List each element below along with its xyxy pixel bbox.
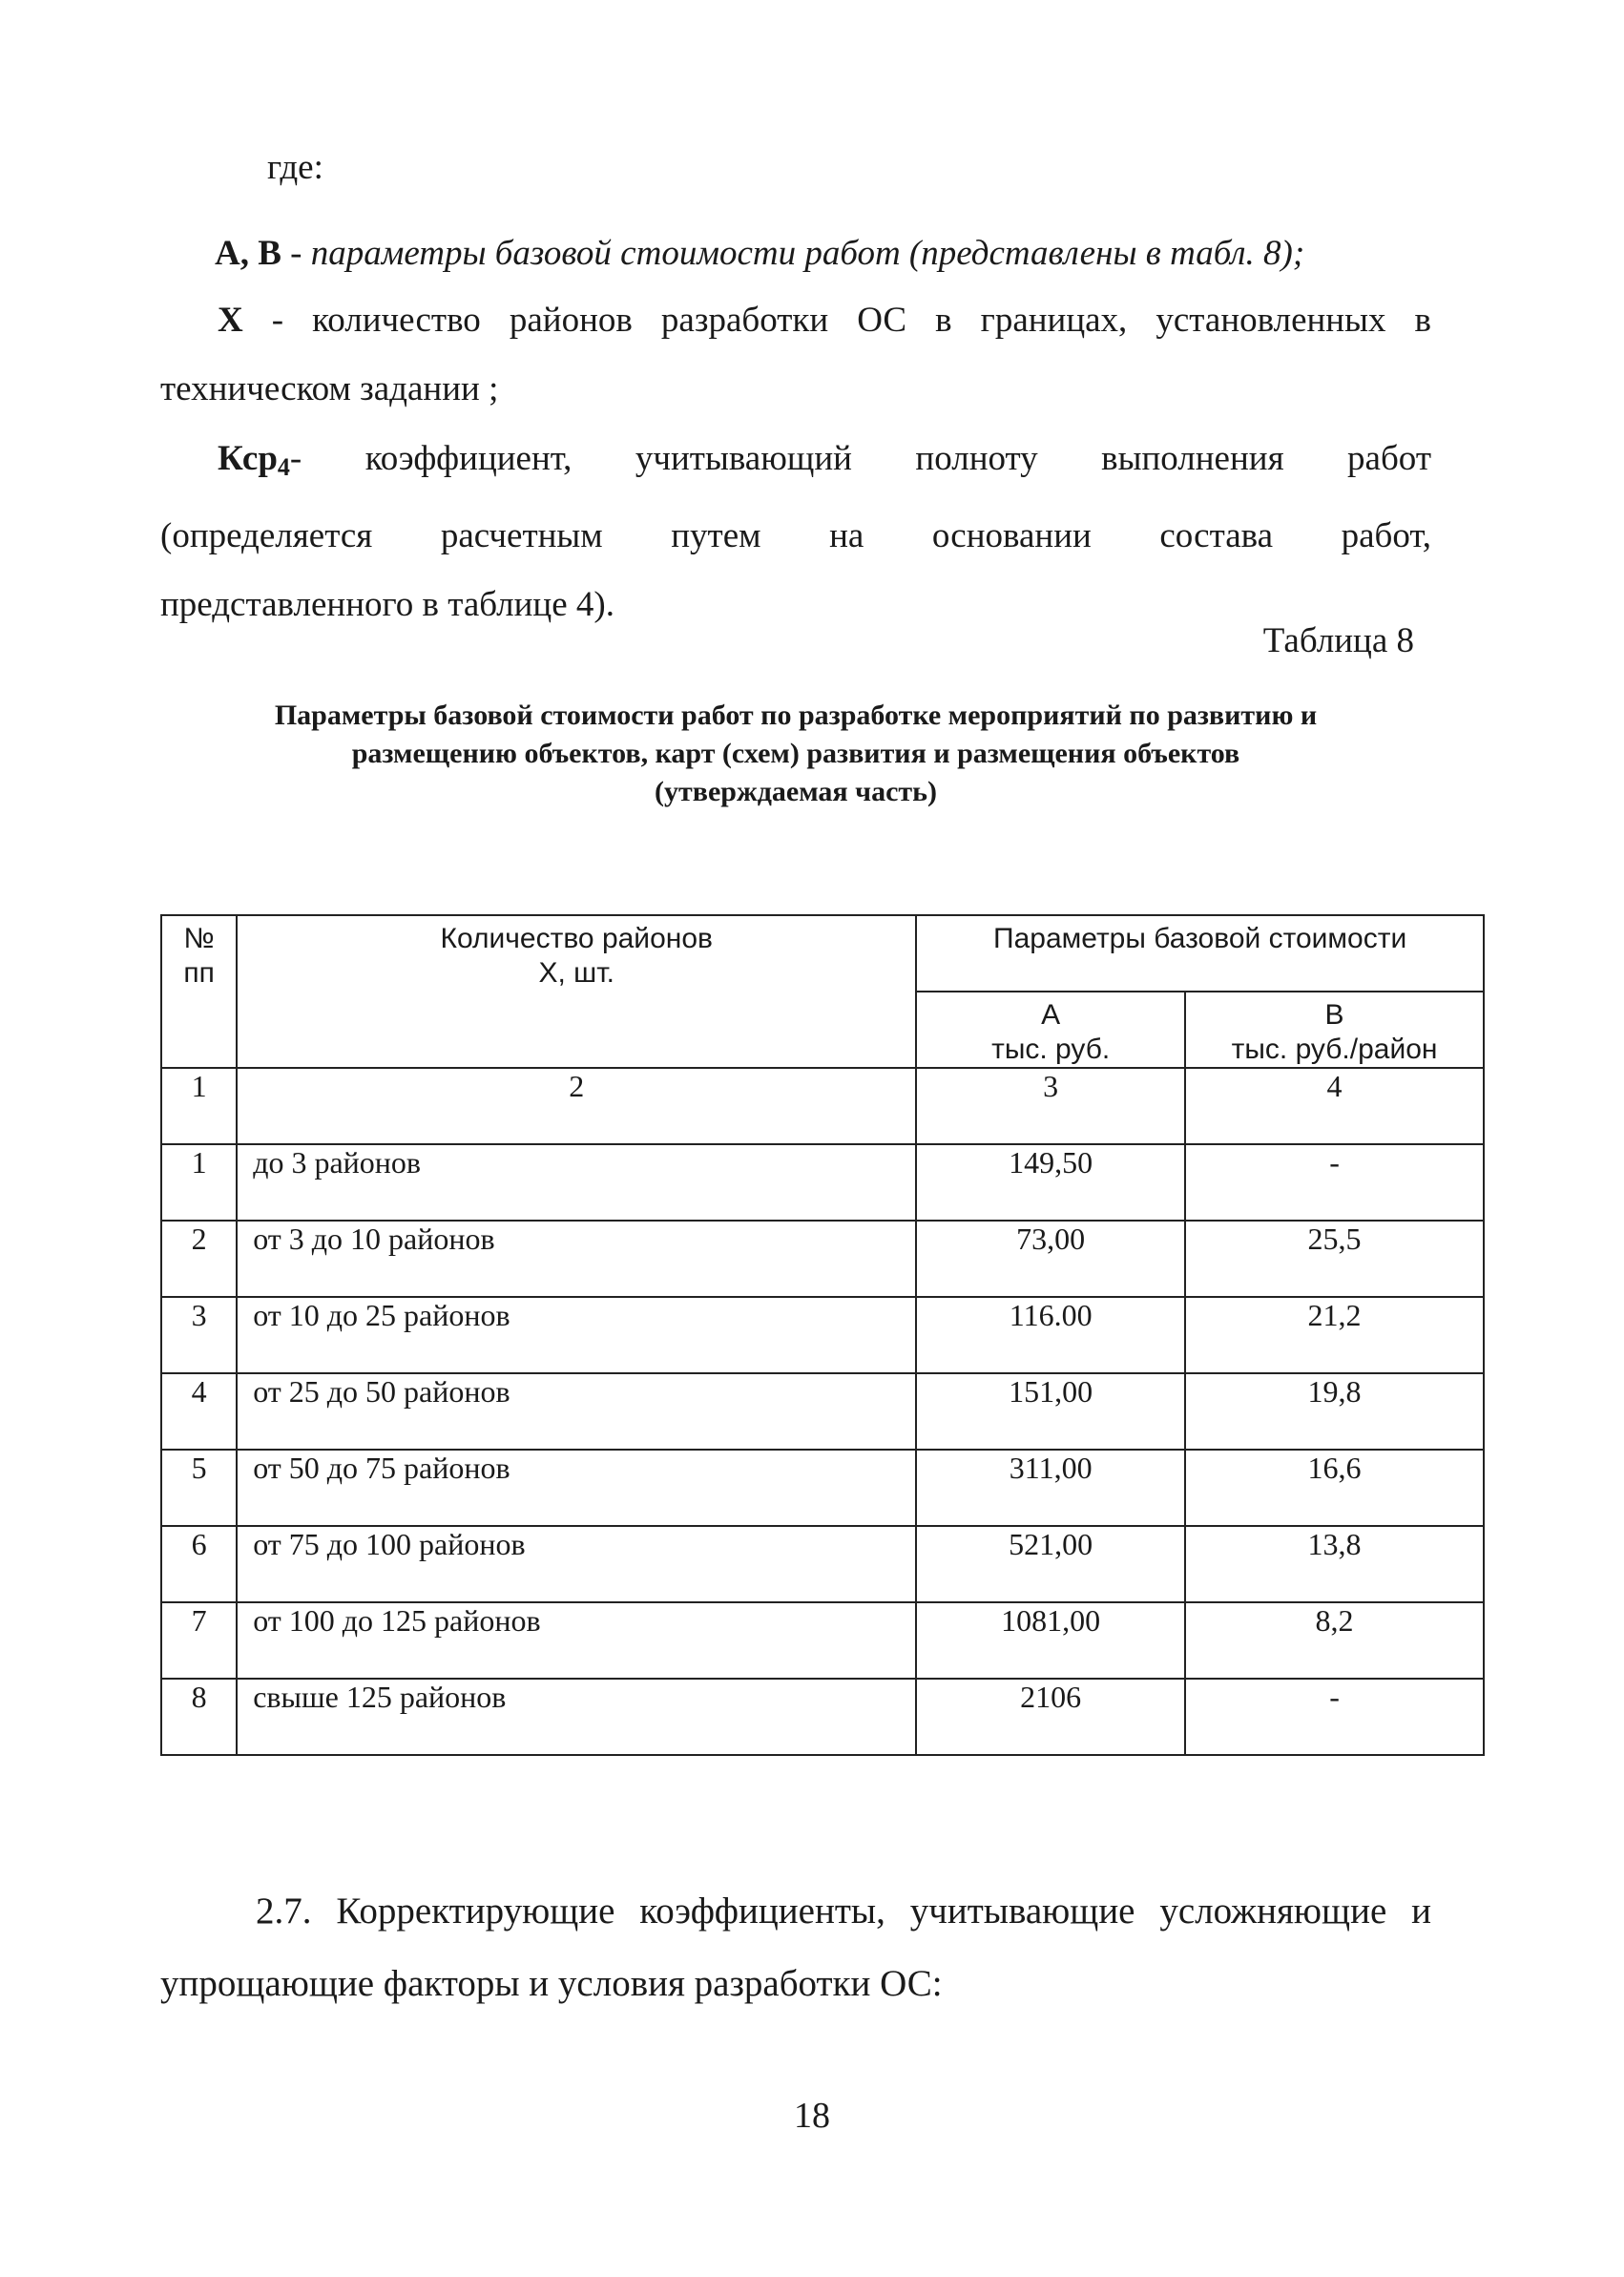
table-title-line2: размещению объектов, карт (схем) развития и размещения объектов (351, 738, 1240, 769)
table-row: 6 от 75 до 100 районов 521,00 13,8 (161, 1526, 1484, 1602)
page-number: 18 (794, 2096, 830, 2136)
table-label: Таблица 8 (1262, 621, 1414, 660)
table-title-line1: Параметры базовой стоимости работ по разработке мероприятий по развитию и (274, 700, 1318, 731)
definition-a-b (215, 219, 1431, 288)
header-num: № пп (161, 915, 237, 1068)
x-symbol: Х (218, 301, 243, 340)
table-row: 3 от 10 до 25 районов 116.00 21,2 (161, 1297, 1484, 1373)
k-description: - коэффициент, учитывающий полноту выполнения работ (289, 439, 1431, 478)
definition-x (160, 286, 1431, 424)
header-params: Параметры базовой стоимости (916, 915, 1484, 992)
where-label: где: (267, 148, 323, 187)
table-row: 5 от 50 до 75 районов 311,00 16,6 (161, 1450, 1484, 1526)
k-line1 (160, 425, 1431, 502)
k-line3: представленного в таблице 4). (160, 585, 614, 624)
table-title (160, 697, 1431, 811)
table-row: 7 от 100 до 125 районов 1081,00 8,2 (161, 1602, 1484, 1679)
k-line2: (определяется расчетным путем на основании состава работ, (160, 516, 1431, 555)
table-row: 1 до 3 районов 149,50 - (161, 1144, 1484, 1221)
section-2-7 (160, 1875, 1431, 2020)
base-cost-table (160, 914, 1485, 1756)
table-row: 4 от 25 до 50 районов 151,00 19,8 (161, 1373, 1484, 1450)
section-2-7-line1: 2.7. Корректирующие коэффициенты, учитывающие усложняющие и (256, 1891, 1431, 1932)
x-line2: техническом задании ; (160, 369, 499, 408)
x-line1 (160, 286, 1431, 355)
header-a: А тыс. руб. (916, 992, 1185, 1068)
table-row: 2 от 3 до 10 районов 73,00 25,5 (161, 1221, 1484, 1297)
section-2-7-line2: упрощающие факторы и условия разработки ОС: (160, 1963, 943, 2004)
header-b: В тыс. руб./район (1185, 992, 1484, 1068)
column-number-row: 1 2 3 4 (161, 1068, 1484, 1144)
k-symbol: Кср$_4$ (218, 439, 290, 481)
table-title-line3: (утверждаемая часть) (655, 776, 937, 807)
x-description: - количество районов разработки ОС в границах, установленных в (242, 301, 1431, 340)
definition-kcp4 (160, 425, 1431, 639)
ab-symbol: А, В (215, 234, 281, 273)
table-row: 8 свыше 125 районов 2106 - (161, 1679, 1484, 1755)
ab-description: - параметры базовой стоимости работ (представлены в табл. 8); (281, 234, 1305, 273)
header-count: Количество районов Х, шт. (237, 915, 916, 1068)
